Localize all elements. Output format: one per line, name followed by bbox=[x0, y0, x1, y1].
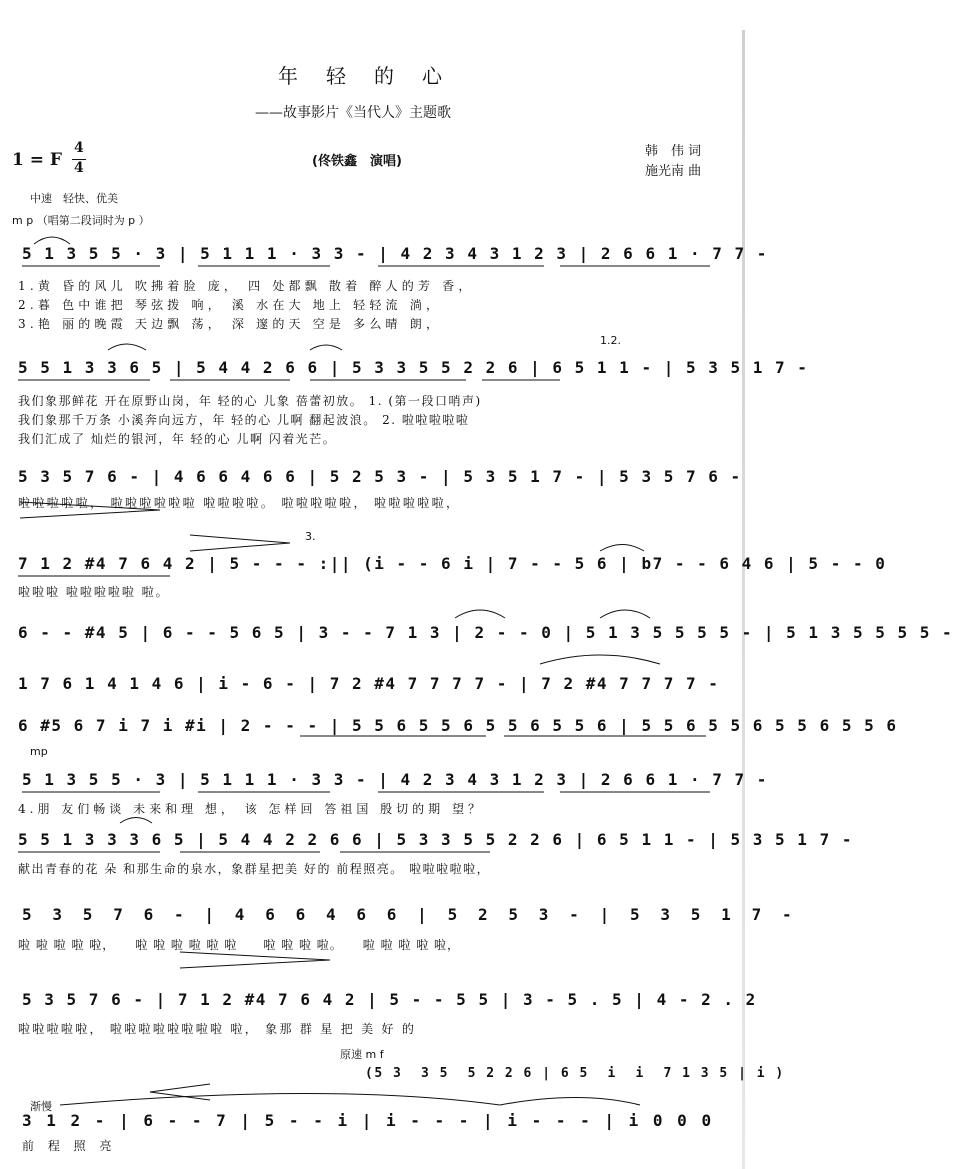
notation-line-9: 5 5 1 3 3 3 6 5 | 5 4 4 2 2 6 6 | 5 3 3 5 5 2 2 6 | 6 5 1 1 - | 5 3 5 1 7 - bbox=[18, 830, 853, 849]
notation-line-12: (5 3 3 5 5 2 2 6 | 6 5 i i 7 1 3 5 | i ) bbox=[365, 1066, 785, 1081]
notation-line-10: 5 3 5 7 6 - | 4 6 6 4 6 6 | 5 2 5 3 - | 5 3 5 1 7 - bbox=[22, 905, 793, 924]
slur-mark bbox=[120, 818, 152, 824]
notation-line-1: 5 1 3 5 5 · 3 | 5 1 1 1 · 3 3 - | 4 2 3 4 3 1 2 3 | 2 6 6 1 · 7 7 - bbox=[22, 244, 768, 263]
lyric-line-11: 啦啦啦啦啦， 啦啦啦啦啦啦啦啦 啦， 象那 群 星 把 美 好 的 bbox=[18, 1022, 417, 1036]
dynamics-marking: m p （唱第二段词时为 p ） bbox=[12, 214, 150, 227]
notation-line-3: 5 3 5 7 6 - | 4 6 6 4 6 6 | 5 2 5 3 - | 5 3 5 1 7 - | 5 3 5 7 6 - bbox=[18, 467, 742, 486]
hairpin-mark bbox=[20, 502, 160, 518]
slur-mark bbox=[500, 1098, 640, 1106]
lyric-line-2a: 我们象那鲜花 开在原野山岗，年 轻的心 儿象 蓓蕾初放。 1. (第一段口哨声) bbox=[18, 394, 482, 408]
notation-line-13: 3 1 2 - | 6 - - 7 | 5 - - i | i - - - | i - - - | i 0 0 0 bbox=[22, 1111, 714, 1130]
volta-mark-2: 3. bbox=[305, 530, 316, 543]
key-signature: 1 = F bbox=[12, 150, 62, 170]
tempo-slowing: 渐慢 bbox=[30, 1100, 52, 1113]
lyric-line-10: 啦 啦 啦 啦 啦， 啦 啦 啦 啦 啦 啦 啦 啦 啦 啦。 啦 啦 啦 啦 啦， bbox=[18, 938, 461, 952]
notation-line-6: 1 7 6 1 4 1 4 6 | i - 6 - | 7 2 #4 7 7 7 7 - | 7 2 #4 7 7 7 7 - bbox=[18, 674, 720, 693]
hairpin-mark bbox=[180, 952, 330, 968]
song-subtitle: ——故事影片《当代人》主题歌 bbox=[255, 105, 451, 121]
slur-mark bbox=[34, 237, 70, 244]
lyric-line-8: 4.朋 友们畅谈 未来和理 想， 该 怎样回 答祖国 殷切的期 望？ bbox=[18, 802, 484, 816]
notation-line-2: 5 5 1 3 3 6 5 | 5 4 4 2 6 6 | 5 3 3 5 5 2 2 6 | 6 5 1 1 - | 5 3 5 1 7 - bbox=[18, 358, 809, 377]
notation-line-7: 6 #5 6 7 i 7 i #i | 2 - - - | 5 5 6 5 5 6 5 5 6 5 5 6 | 5 5 6 5 5 6 5 5 6 5 5 6 bbox=[18, 716, 898, 735]
lyric-line-3: 啦啦啦啦啦， 啦啦啦啦啦啦 啦啦啦啦。 啦啦啦啦啦， 啦啦啦啦啦， bbox=[18, 496, 461, 510]
slur-mark bbox=[600, 610, 650, 618]
lyric-line-4: 啦啦啦 啦啦啦啦啦 啦。 bbox=[18, 585, 170, 599]
notation-line-5: 6 - - #4 5 | 6 - - 5 6 5 | 3 - - 7 1 3 | 2 - - 0 | 5 1 3 5 5 5 5 - | 5 1 3 5 5 5 5 - bbox=[18, 623, 953, 642]
lyric-line-9: 献出青春的花 朵 和那生命的泉水，象群星把美 好的 前程照亮。 啦啦啦啦啦， bbox=[18, 862, 491, 876]
composer-credit: 施光南 曲 bbox=[645, 164, 702, 179]
time-signature-top: 4 bbox=[74, 140, 84, 156]
slur-mark bbox=[600, 545, 644, 552]
volta-mark-1: 1.2. bbox=[600, 334, 621, 347]
lyric-line-13: 前 程 照 亮 bbox=[22, 1139, 117, 1153]
notation-line-11: 5 3 5 7 6 - | 7 1 2 #4 7 6 4 2 | 5 - - 5 5 | 3 - 5 . 5 | 4 - 2 . 2 bbox=[22, 990, 757, 1009]
lyric-line-1c: 3.艳 丽的晚霞 天边飘 荡， 深 邃的天 空是 多么晴 朗， bbox=[18, 317, 443, 331]
slur-mark bbox=[108, 344, 146, 350]
lyric-line-2b: 我们象那千万条 小溪奔向远方，年 轻的心 儿啊 翻起波浪。 2. 啦啦啦啦啦 bbox=[18, 413, 470, 427]
notation-line-4: 7 1 2 #4 7 6 4 2 | 5 - - - :|| (i - - 6 i | 7 - - 5 6 | b7 - - 6 4 6 | 5 - - 0 bbox=[18, 554, 887, 573]
lyric-line-2c: 我们汇成了 灿烂的银河，年 轻的心 儿啊 闪着光芒。 bbox=[18, 432, 337, 446]
tempo-original: 原速 m f bbox=[340, 1048, 384, 1061]
slur-mark bbox=[455, 610, 505, 618]
slur-mark bbox=[310, 345, 342, 350]
song-title: 年轻的心 bbox=[278, 64, 470, 88]
tempo-marking: 中速 轻快、优美 bbox=[30, 192, 118, 205]
slur-mark bbox=[60, 1094, 500, 1106]
slur-mark bbox=[540, 655, 660, 664]
hairpin-mark bbox=[190, 535, 290, 551]
lyric-line-1a: 1.黄 昏的风儿 吹拂着脸 庞， 四 处都飘 散着 醉人的芳 香， bbox=[18, 279, 475, 293]
time-signature-bottom: 4 bbox=[74, 160, 84, 176]
notation-line-8: 5 1 3 5 5 · 3 | 5 1 1 1 · 3 3 - | 4 2 3 4 3 1 2 3 | 2 6 6 1 · 7 7 - bbox=[22, 770, 768, 789]
lyricist-credit: 韩 伟 词 bbox=[645, 144, 702, 159]
singer-credit: (佟铁鑫 演唱) bbox=[312, 154, 402, 169]
lyric-line-1b: 2.暮 色中谁把 琴弦拨 响， 溪 水在大 地上 轻轻流 淌， bbox=[18, 298, 443, 312]
dynamic-mp: mp bbox=[30, 745, 48, 758]
